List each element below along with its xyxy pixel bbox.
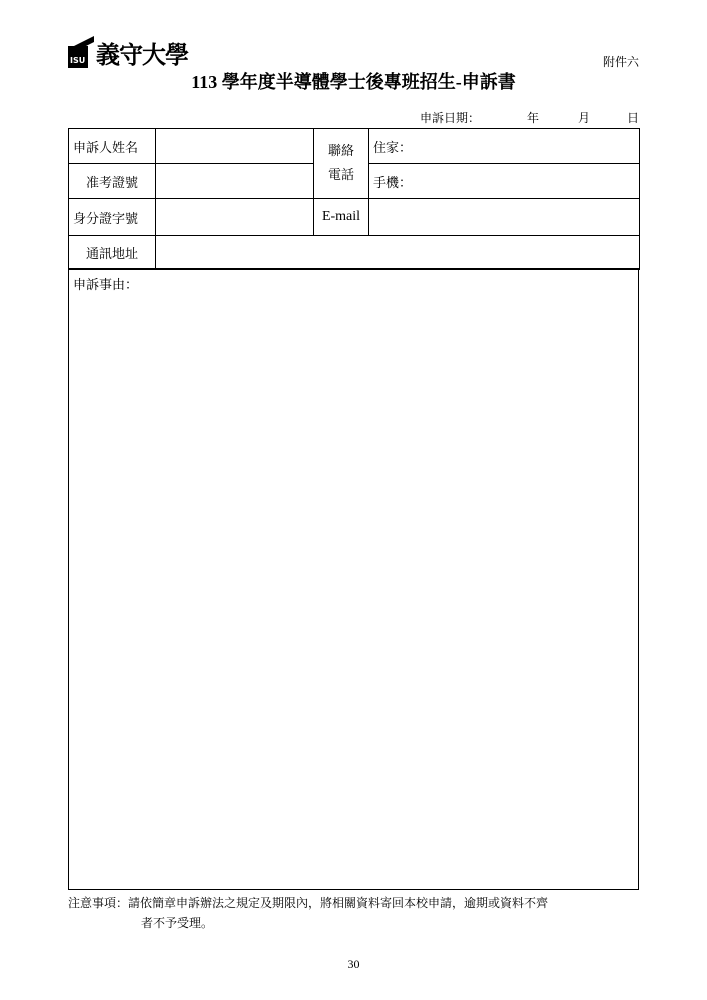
id-number-label: 身分證字號	[69, 199, 156, 236]
address-field[interactable]	[156, 236, 640, 270]
appeal-date-label: 申訴日期：	[420, 111, 481, 125]
email-label: E-mail	[314, 199, 369, 236]
appeal-date-line	[420, 109, 640, 125]
email-field[interactable]	[369, 199, 640, 236]
address-label: 通訊地址	[69, 236, 156, 270]
page-title: 113 學年度半導體學士後專班招生-申訴書	[191, 72, 516, 92]
contact-label-line1: 聯絡	[327, 143, 354, 159]
mobile-phone-field[interactable]	[369, 164, 640, 199]
isu-emblem	[68, 36, 94, 68]
admission-number-field[interactable]	[156, 164, 314, 199]
contact-phone-label	[314, 129, 369, 199]
notice-section	[68, 893, 643, 933]
mobile-phone-label: 手機：	[373, 175, 413, 191]
appeal-form-table	[68, 128, 640, 270]
home-phone-label: 住家：	[373, 140, 413, 156]
contact-label-line2: 電話	[327, 167, 354, 183]
date-month: 月	[578, 111, 591, 125]
home-phone-field[interactable]	[369, 129, 640, 164]
logo-text: 義守大學	[96, 40, 188, 69]
name-label: 申訴人姓名	[69, 129, 156, 164]
admission-number-label: 准考證號	[69, 164, 156, 199]
page-number: 30	[347, 957, 360, 971]
notice-line-2: 者不予受理。	[141, 916, 214, 930]
university-logo	[68, 36, 238, 68]
date-day: 日	[627, 111, 640, 125]
id-number-field[interactable]	[156, 199, 314, 236]
appeal-reason-label: 申訴事由：	[73, 278, 139, 293]
date-year: 年	[527, 111, 540, 125]
svg-text:ISU: ISU	[70, 56, 86, 65]
notice-line-1: 注意事項：請依簡章申訴辦法之規定及期限內，將相關資料寄回本校申請，逾期或資料不齊	[68, 896, 549, 910]
attachment-label: 附件六	[602, 55, 639, 69]
name-field[interactable]	[156, 129, 314, 164]
appeal-reason-box[interactable]	[68, 268, 639, 890]
